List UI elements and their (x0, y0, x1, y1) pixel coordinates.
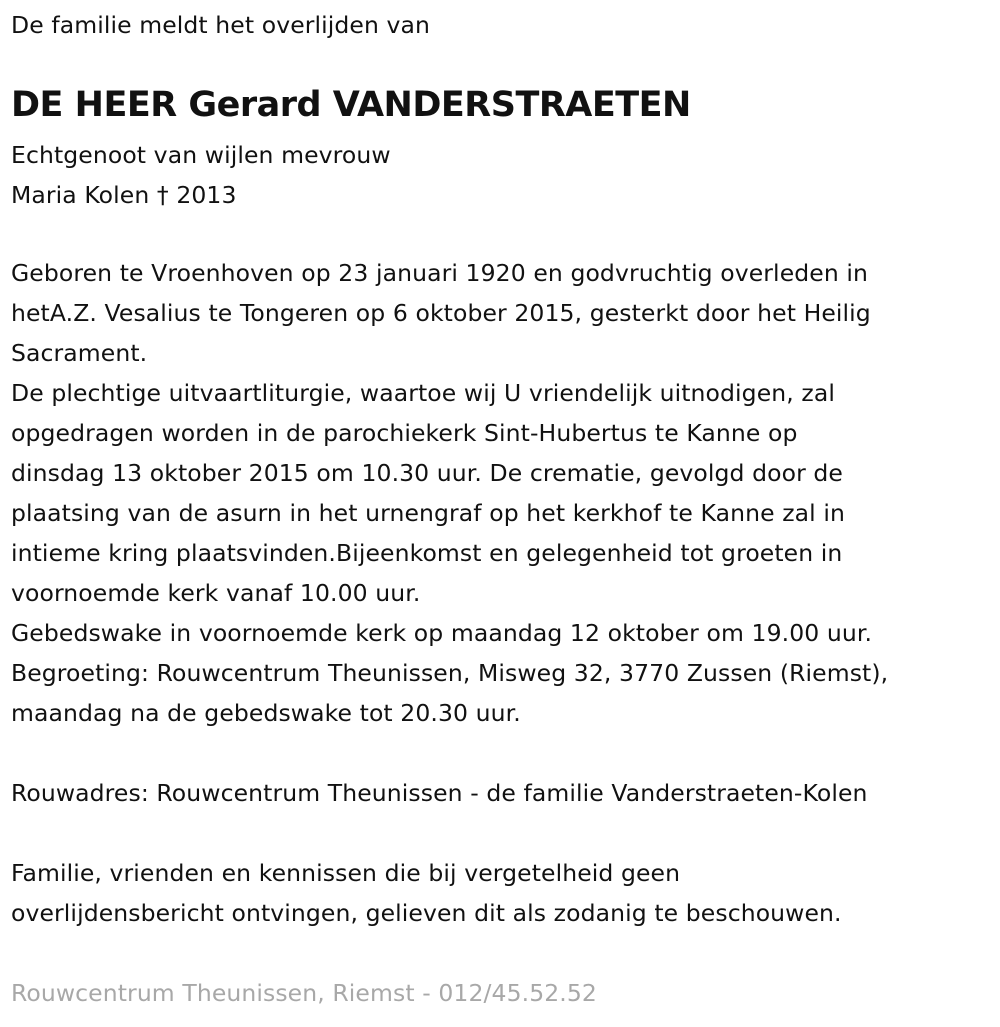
body-line: hetA.Z. Vesalius te Tongeren op 6 oktober 2015, gesterkt door het Heilig (11, 299, 871, 327)
body-line: intieme kring plaatsvinden.Bijeenkomst en gelegenheid tot groeten in (11, 539, 843, 567)
body-line: opgedragen worden in de parochiekerk Sint-Hubertus te Kanne op (11, 419, 798, 447)
notice-line: Familie, vrienden en kennissen die bij vergetelheid geen (11, 859, 681, 887)
body-line: dinsdag 13 oktober 2015 om 10.30 uur. De crematie, gevolgd door de (11, 459, 843, 487)
body-line: Begroeting: Rouwcentrum Theunissen, Misweg 32, 3770 Zussen (Riemst), (11, 659, 889, 687)
notice (11, 853, 842, 933)
body-line: De plechtige uitvaartliturgie, waartoe wij U vriendelijk uitnodigen, zal (11, 379, 835, 407)
notice-line: overlijdensbericht ontvingen, gelieven dit als zodanig te beschouwen. (11, 899, 842, 927)
funeral-home-footer: Rouwcentrum Theunissen, Riemst - 012/45.52.52 (11, 979, 597, 1007)
body-line: plaatsing van de asurn in het urnengraf op het kerkhof te Kanne zal in (11, 499, 845, 527)
intro-text: De familie meldt het overlijden van (11, 11, 431, 39)
body-line: Gebedswake in voornoemde kerk op maandag 12 oktober om 19.00 uur. (11, 619, 873, 647)
body-line: voornoemde kerk vanaf 10.00 uur. (11, 579, 421, 607)
body-text (11, 253, 888, 733)
spouse-block (11, 135, 391, 215)
spouse-line: Echtgenoot van wijlen mevrouw (11, 141, 391, 169)
body-line: Sacrament. (11, 339, 148, 367)
mourning-address (11, 773, 868, 813)
deceased-name: DE HEER Gerard VANDERSTRAETEN (11, 85, 691, 125)
body-line: maandag na de gebedswake tot 20.30 uur. (11, 699, 521, 727)
body-line: Geboren te Vroenhoven op 23 januari 1920 en godvruchtig overleden in (11, 259, 869, 287)
address-line: Rouwadres: Rouwcentrum Theunissen - de familie Vanderstraeten-Kolen (11, 779, 868, 807)
spouse-line: Maria Kolen † 2013 (11, 181, 237, 209)
